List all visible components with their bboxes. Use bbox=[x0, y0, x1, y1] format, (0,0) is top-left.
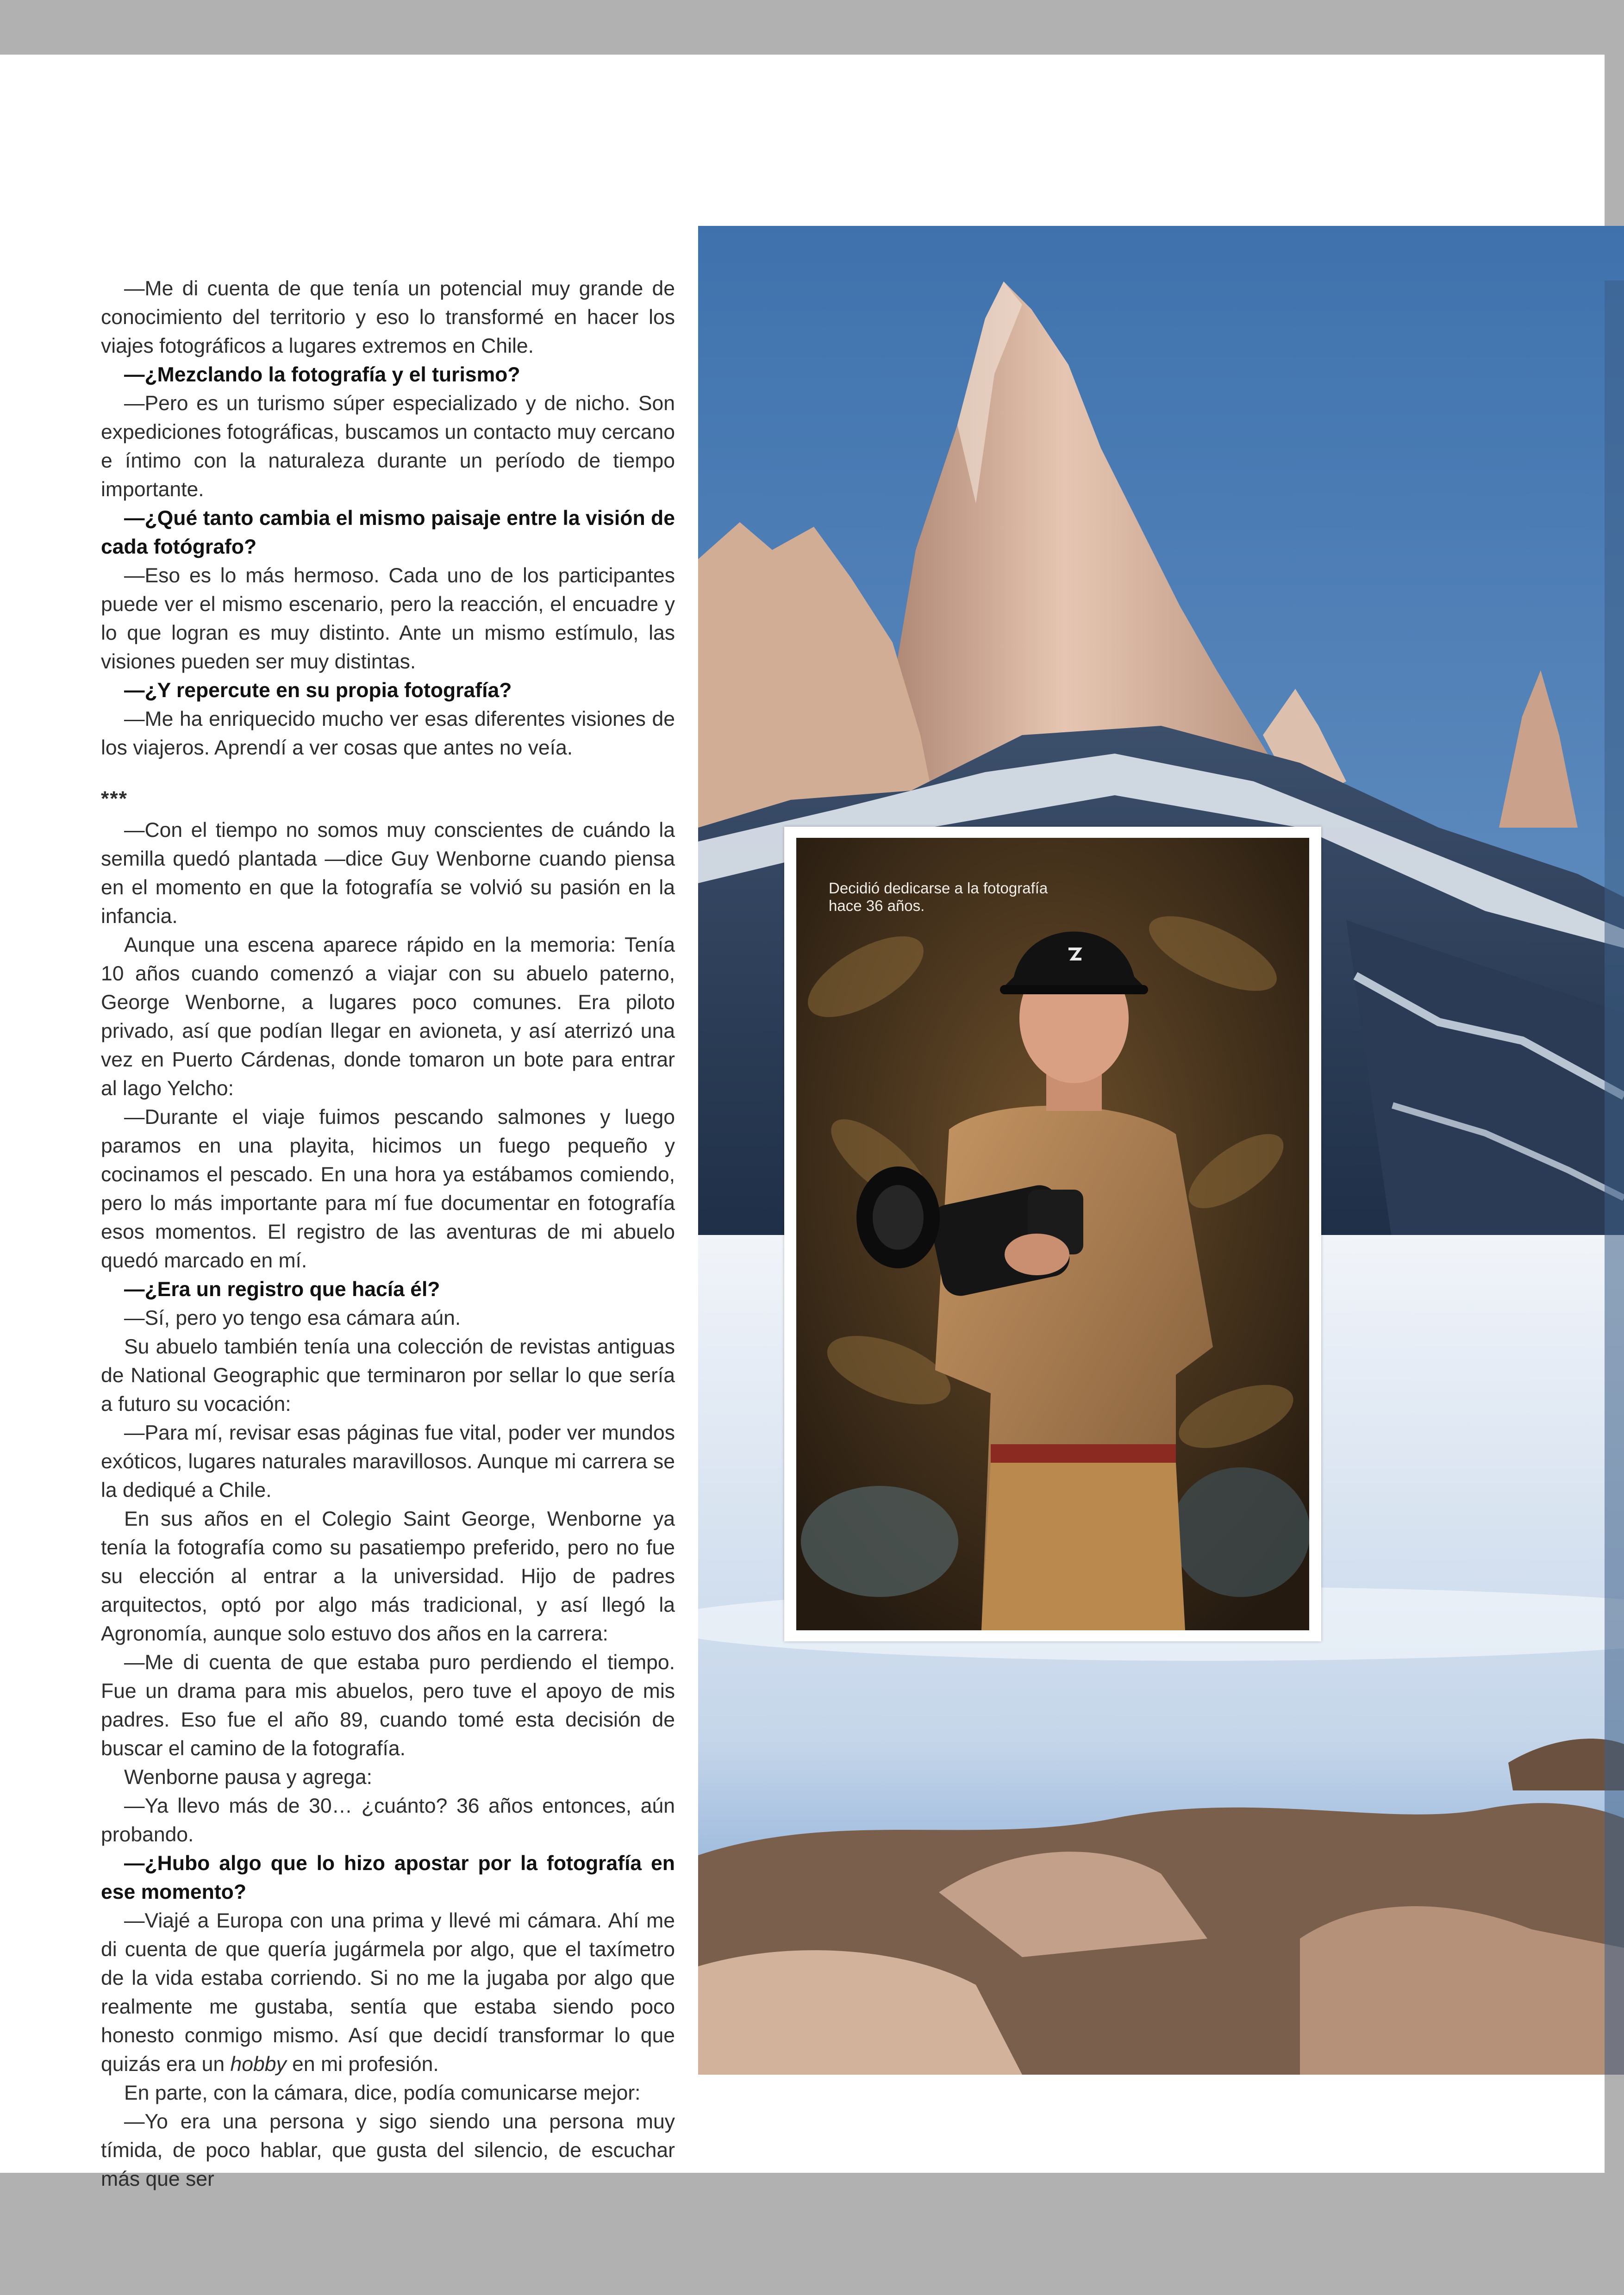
article-paragraph: Su abuelo también tenía una colección de revistas antiguas de National Geographic que terminaron por sellar lo que sería a futuro su vocación: bbox=[101, 1335, 675, 1416]
page-edge-strip bbox=[1605, 281, 1624, 2075]
interview-question: —¿Mezclando la fotografía y el turismo? bbox=[124, 363, 520, 386]
article-paragraph: —Viajé a Europa con una prima y llevé mi cámara. Ahí me di cuenta de que quería jugármela por algo, que el taxímetro de la vida estaba corriendo. Si no me la jugaba por algo que realmente me gustaba, sentía que estaba siendo poco honesto conmigo mismo. Así que decidí transformar lo que quizás era un hobby en mi profesión. bbox=[101, 1909, 675, 2076]
article-text bbox=[101, 274, 675, 2194]
portrait-photo bbox=[796, 838, 1309, 1630]
article-paragraph: —Para mí, revisar esas páginas fue vital, poder ver mundos exóticos, lugares naturales maravillosos. Aunque mi carrera se la dediqué a Chile. bbox=[101, 1422, 675, 1502]
article-paragraph: —Ya llevo más de 30… ¿cuánto? 36 años entonces, aún probando. bbox=[101, 1795, 675, 1846]
article-paragraph: Wenborne pausa y agrega: bbox=[124, 1766, 373, 1789]
interview-question: —¿Hubo algo que lo hizo apostar por la fotografía en ese momento? bbox=[101, 1852, 675, 1903]
article-paragraph: —Me di cuenta de que estaba puro perdiendo el tiempo. Fue un drama para mis abuelos, pero tuve el apoyo de mis padres. Eso fue el año 89, cuando tomé esta decisión de buscar el camino de la fotografía. bbox=[101, 1651, 675, 1760]
article-paragraph: —Eso es lo más hermoso. Cada uno de los participantes puede ver el mismo escenario, pero la reacción, el encuadre y lo que logran es muy distinto. Ante un mismo estímulo, las visiones pueden ser muy distintas. bbox=[101, 564, 675, 673]
interview-question: —¿Qué tanto cambia el mismo paisaje entre la visión de cada fotógrafo? bbox=[101, 507, 675, 558]
portrait-inset-frame bbox=[784, 827, 1321, 1641]
photographer-illustration bbox=[796, 838, 1309, 1630]
section-separator: *** bbox=[101, 787, 128, 810]
article-paragraph: —Me ha enriquecido mucho ver esas diferentes visiones de los viajeros. Aprendí a ver cosas que antes no veía. bbox=[101, 708, 675, 759]
article-paragraph: —Con el tiempo no somos muy conscientes de cuándo la semilla quedó plantada —dice Guy Wenborne cuando piensa en el momento en que la fotografía se volvió su pasión en la infancia. bbox=[101, 819, 675, 928]
article-paragraph: —Sí, pero yo tengo esa cámara aún. bbox=[124, 1307, 461, 1329]
article-paragraph: Aunque una escena aparece rápido en la memoria: Tenía 10 años cuando comenzó a viajar con su abuelo paterno, George Wenborne, a lugares poco comunes. Era piloto privado, así que podían llegar en avioneta, y así aterrizó una vez en Puerto Cárdenas, donde tomaron un bote para entrar al lago Yelcho: bbox=[101, 934, 675, 1100]
article-paragraph: —Pero es un turismo súper especializado y de nicho. Son expediciones fotográficas, buscamos un contacto muy cercano e íntimo con la naturaleza durante un período de tiempo importante. bbox=[101, 392, 675, 501]
article-paragraph: —Me di cuenta de que tenía un potencial muy grande de conocimiento del territorio y eso lo transformé en hacer los viajes fotográficos a lugares extremos en Chile. bbox=[101, 277, 675, 357]
article-paragraph: —Yo era una persona y sigo siendo una persona muy tímida, de poco hablar, que gusta del silencio, de escuchar más que ser bbox=[101, 2110, 675, 2190]
article-paragraph: En parte, con la cámara, dice, podía comunicarse mejor: bbox=[124, 2082, 641, 2104]
interview-question: —¿Era un registro que hacía él? bbox=[124, 1278, 440, 1301]
photo-caption: Decidió dedicarse a la fotografía hace 36 años. bbox=[829, 879, 1048, 914]
interview-question: —¿Y repercute en su propia fotografía? bbox=[124, 679, 512, 702]
article-paragraph: —Durante el viaje fuimos pescando salmones y luego paramos en una playita, hicimos un fuego pequeño y cocinamos el pescado. En una hora ya estábamos comiendo, pero lo más importante para mí fue documentar en fotografía esos momentos. El registro de las aventuras de mi abuelo quedó marcado en mí. bbox=[101, 1106, 675, 1272]
article-paragraph: En sus años en el Colegio Saint George, Wenborne ya tenía la fotografía como su pasatiempo preferido, pero no fue su elección al entrar a la universidad. Hijo de padres arquitectos, optó por algo más tradicional, y así llegó la Agronomía, aunque solo estuvo dos años en la carrera: bbox=[101, 1508, 675, 1645]
